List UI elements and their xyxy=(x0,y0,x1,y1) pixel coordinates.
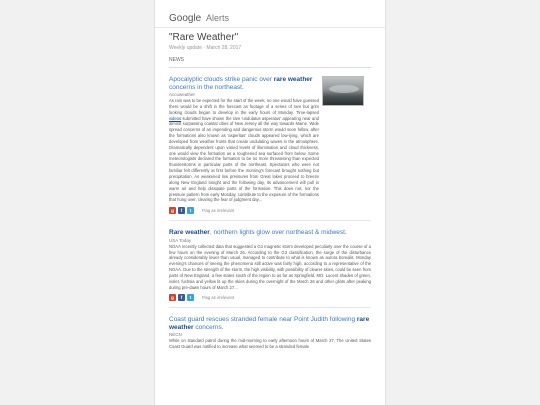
alert-meta: Weekly update · March 28, 2017 xyxy=(169,45,242,51)
facebook-share-icon[interactable]: f xyxy=(178,294,185,301)
article-headline-link[interactable]: Coast guard rescues stranded female near Point Judith following rare weather concerns. xyxy=(169,316,370,331)
article-headline-link[interactable]: Rare weather, northern lights glow over northeast & midwest. xyxy=(169,229,347,237)
article-snippet: While on standard patrol during the mid-morning to early afternoon hours of March 27, The United States Coast Guard was notified to increase what seemed to be a stranded female xyxy=(169,338,371,350)
share-actions xyxy=(169,207,371,214)
header-bar xyxy=(155,0,385,28)
twitter-share-icon[interactable]: t xyxy=(187,207,194,214)
share-actions xyxy=(169,294,371,301)
alert-email-card xyxy=(154,0,386,405)
section-label-news: NEWS xyxy=(169,57,371,68)
article-source: USA Today xyxy=(169,237,192,243)
google-plus-share-icon[interactable]: g xyxy=(169,294,176,301)
google-alerts-logo: Google Alerts xyxy=(169,13,230,24)
alert-query-title: "Rare Weather" xyxy=(169,32,239,43)
twitter-share-icon[interactable]: t xyxy=(187,294,194,301)
article-item xyxy=(169,229,371,308)
article-item xyxy=(169,316,371,350)
article-headline-link[interactable]: Apocalyptic clouds strike panic over rare weather concerns in the northeast. xyxy=(169,76,313,91)
article-snippet: NOAA recently collected data that suggested a G3 magnetic storm developed peculiarly over the course of a few hours on the evening of March 26. According to the G3 classification, the surge of the disturbance already considerably lower than usual, managed to contribute to what is known as aurora borealis. Monday evening's chances of seeing the phenomena still active was fairly high, according to a representative of the NOAA. Due to the strength of the storm, the high visibility, with possibility of clearer skies, could be seen from parts of New England, a few states south of the region to as far as Springfield, MO. Lucent shades of green, violet, fuchsia and yellow lit up the skies during the overnight of the March 26 and other glints after peaking during pre-dawn hours of March 27... xyxy=(169,243,371,290)
article-source: Accuweather xyxy=(169,92,196,97)
google-plus-share-icon[interactable]: g xyxy=(169,207,176,214)
facebook-share-icon[interactable]: f xyxy=(178,207,185,214)
article-snippet: As rain was to be expected for the start of the week, no one would have guessed there would be a shift in the forecast as footage of a series of rare but grim looking clouds began to develop in the early hours of Monday. Time-lapsed videos submitted have shown the rare 'undulatus asperatus' appearing near and almost surpassing coastal cities of New Jersey all the way towards Maine. Wide spread concerns of an impending and dangerous storm would soon follow, after the formations also known as 'asperitas' clouds appeared low-lying, which are developed from weather fronts that create undulating waves in the atmosphere. Dramatically dependent upon varied levels of illumination and cloud thickness, one would view the formation as a roughened sea surfaced from below. Some meteorologists declared the formation to be no more threatening than expected thunderstorms in particular parts of the northeast. Spectators who were not familiar felt differently at first before the morning's forecast brought nothing but precipitation. As weakened low pressures from Great lakes proceed to breeze along New England tonight and the following day, its advancement will pull in warm air and help dissipate parts of the formation. This does not, nor the pressure pattern from early Monday, contribute to the exposure of the formations that hung over, clearing the fear of judgment day... xyxy=(169,98,319,203)
article-source: NECN xyxy=(169,332,182,338)
flag-irrelevant-link[interactable]: Flag as irrelevant xyxy=(202,295,235,301)
article-item xyxy=(169,76,371,221)
article-thumbnail[interactable] xyxy=(322,76,364,106)
flag-irrelevant-link[interactable]: Flag as irrelevant xyxy=(202,208,235,214)
videos-link[interactable]: videos xyxy=(169,115,182,121)
